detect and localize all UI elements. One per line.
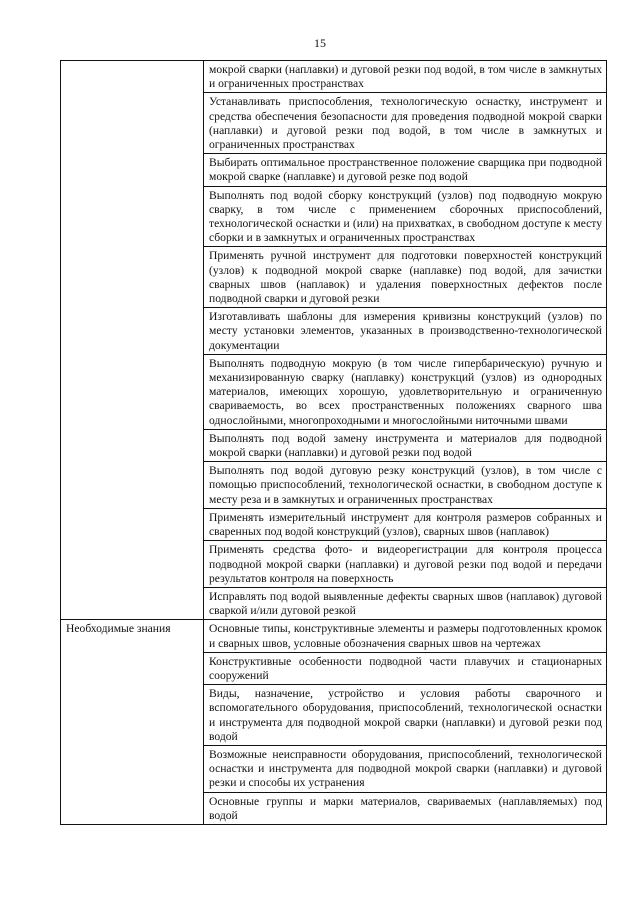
skill-cell: Выполнять под водой замену инструмента и материалов для подводной мокрой сварки (наплавки) и дуговой резки под водой bbox=[204, 429, 607, 461]
skill-cell: Выполнять под водой дуговую резку конструкций (узлов), в том числе с помощью приспособлений, технологической оснастки, в свободном доступе к месту реза и в замкнутых и ограниченных пространствах bbox=[204, 462, 607, 509]
left-label-cell bbox=[61, 61, 204, 620]
knowledge-label-cell: Необходимые знания bbox=[61, 620, 204, 825]
table-row bbox=[61, 61, 607, 93]
skill-cell: Выполнять подводную мокрую (в том числе гипербарическую) ручную и механизированную сварку (наплавку) конструкций (узлов) из однородных материалов, имеющих хорошую, удовлетворительную и ограниченную свариваемость, во всех пространственных положениях сварного шва однослойными, многопроходными и многослойными ниточными швами bbox=[204, 354, 607, 429]
skill-cell: Устанавливать приспособления, технологическую оснастку, инструмент и средства обеспечения безопасности для проведения подводной мокрой сварки (наплавки) и дуговой резки под водой, в том числе в замкнутых и ограниченных пространствах bbox=[204, 93, 607, 154]
skill-cell: Изготавливать шаблоны для измерения кривизны конструкций (узлов) по месту установки элементов, указанных в производственно-технологической документации bbox=[204, 308, 607, 355]
skill-cell: Выполнять под водой сборку конструкций (узлов) под подводную мокрую сварку, в том числе с применением сборочных приспособлений, технологической оснастки и (или) на прихватках, в свободном доступе к месту сборки и в замкнутых и ограниченных пространствах bbox=[204, 186, 607, 247]
skill-cell: мокрой сварки (наплавки) и дуговой резки под водой, в том числе в замкнутых и ограниченных пространствах bbox=[204, 61, 607, 93]
knowledge-cell: Конструктивные особенности подводной части плавучих и стационарных сооружений bbox=[204, 652, 607, 684]
table-row bbox=[61, 620, 607, 652]
qualification-table bbox=[60, 60, 607, 825]
knowledge-cell: Основные типы, конструктивные элементы и размеры подготовленных кромок и сварных швов, условные обозначения сварных швов на чертежах bbox=[204, 620, 607, 652]
skill-cell: Применять ручной инструмент для подготовки поверхностей конструкций (узлов) к подводной мокрой сварке (наплавке) под водой, для зачистки сварных швов (наплавок) и удаления поверхностных дефектов после подводной сварки и дуговой резки bbox=[204, 247, 607, 308]
knowledge-cell: Возможные неисправности оборудования, приспособлений, технологической оснастки и инструмента для подводной мокрой сварки (наплавки) и дуговой резки и способы их устранения bbox=[204, 745, 607, 792]
skill-cell: Выбирать оптимальное пространственное положение сварщика при подводной мокрой сварке (наплавке) и дуговой резке под водой bbox=[204, 154, 607, 186]
knowledge-cell: Виды, назначение, устройство и условия работы сварочного и вспомогательного оборудования, приспособлений, технологической оснастки и инструмента для подводной мокрой сварки (наплавки) и дуговой резки под водой bbox=[204, 685, 607, 746]
skill-cell: Применять измерительный инструмент для контроля размеров собранных и сваренных под водой конструкций (узлов), сварных швов (наплавок) bbox=[204, 508, 607, 540]
knowledge-cell: Основные группы и марки материалов, свариваемых (наплавляемых) под водой bbox=[204, 792, 607, 824]
skill-cell: Применять средства фото- и видеорегистрации для контроля процесса подводной мокрой сварки (наплавки) и дуговой резки под водой и передачи результатов контроля на поверхность bbox=[204, 541, 607, 588]
skill-cell: Исправлять под водой выявленные дефекты сварных швов (наплавок) дуговой сваркой и/или дуговой резкой bbox=[204, 587, 607, 619]
page-number: 15 bbox=[314, 36, 326, 50]
